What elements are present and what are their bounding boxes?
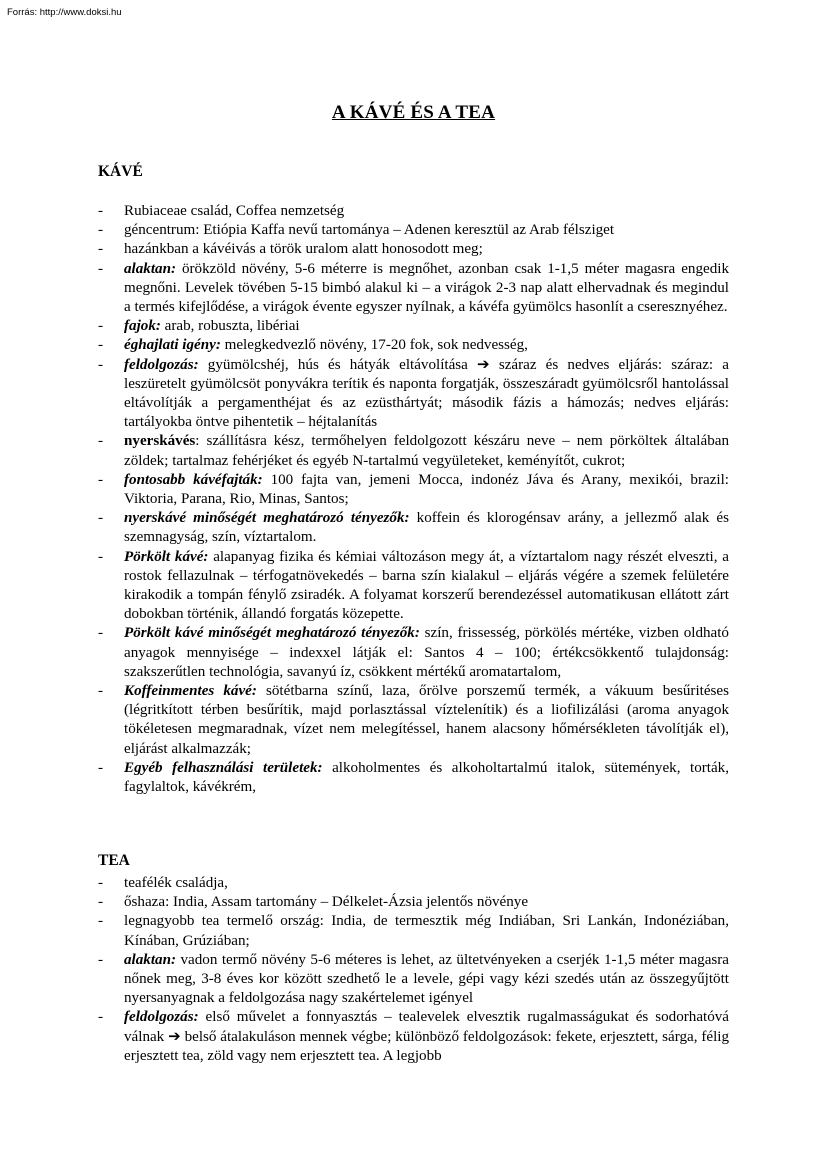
list-item <box>98 1008 729 1066</box>
item-text: : szállításra kész, termőhelyen feldolgozott készáru neve – nem pörköltek általában zöldek; tartalmaz fehérjéket és egyéb N-tartalmú vegyületeket, keményítőt, cukrot; <box>124 433 729 469</box>
list-item <box>98 874 729 893</box>
item-term: alaktan: <box>124 260 176 277</box>
item-text: örökzöld növény, 5-6 méterre is megnőhet, azonban csak 1-1,5 méter magasra engedik megnőni. Levelek tövében 5-15 bimbó alakul ki – a virágok 2-3 nap alatt elhervadnak és megindul a termés kifejlődése, a virágok évente egyszer nyílnak, a kávéfa gyümölcs hasonlít a cseresznyéhez. <box>124 260 729 316</box>
item-term: Pörkölt kávé: <box>124 548 209 565</box>
list-item <box>98 682 729 759</box>
page-title: A KÁVÉ ÉS A TEA <box>331 102 496 123</box>
tea-list <box>98 874 729 1066</box>
item-term: éghajlati igény: <box>124 337 221 354</box>
item-term: Egyéb felhasználási területek: <box>124 759 323 776</box>
item-text: arab, robuszta, libériai <box>160 318 300 335</box>
item-term: alaktan: <box>124 951 176 968</box>
list-item <box>98 624 729 682</box>
item-term: fontosabb kávéfajták: <box>124 471 263 488</box>
item-text: melegkedvezlő növény, 17-20 fok, sok nedvesség, <box>220 337 528 354</box>
item-text: teafélék családja, <box>124 875 228 891</box>
item-text: 100 fajta van, jemeni Mocca, indonéz Jáva és Arany, mexikói, brazil: Viktoria, Parana, Rio, Minas, Santos; <box>124 471 729 508</box>
list-item <box>98 317 729 336</box>
item-text: koffein és klorogénsav arány, a jellezmő alak és szemnagyság, szín, víztartalom. <box>124 510 729 546</box>
item-term: nyerskávé minőségét meghatározó tényezők: <box>124 510 410 527</box>
item-text: Rubiaceae család, Coffea nemzetség <box>124 203 345 219</box>
list-item <box>98 260 729 318</box>
item-text: első művelet a fonnyasztás – tealevelek elvesztik rugalmasságukat és sodorhatóvá válnak ➔ belső átalakuláson mennek végbe; különböző feldolgozások: fekete, erjesztett, sárga, félig erjesztett tea, zöld vagy nem erjesztett tea. A legjobb <box>124 1009 729 1064</box>
source-line: Forrás: http://www.doksi.hu <box>7 7 122 18</box>
list-item <box>98 432 729 470</box>
list-item <box>98 548 729 625</box>
item-term: feldolgozás: <box>124 356 199 373</box>
item-term: feldolgozás: <box>124 1009 199 1026</box>
list-item <box>98 356 729 433</box>
item-term: Pörkölt kávé minőségét meghatározó tényezők: <box>124 625 420 642</box>
item-text: sötétbarna színű, laza, őrölve porszemű termék, a vákuum besűritéses (légritkított térben besűrítik, majd porlasztással víztelenítik) és a liofilizálási (aroma anyagok tökéletesen megmaradnak, vízet nem melegítéssel, hanem alacsony hőmérsékleten távolítják el), eljárást alkalmazzák; <box>124 683 729 757</box>
item-text: gyümölcshéj, hús és hátyák eltávolítása ➔ száraz és nedves eljárás: száraz: a leszüretelt gyümölcsöt ponyvákra terítik és naponta forgatják, összeszáradt gyümölcsről hantolással eltávolítják a pergamenthéjat és az ezüsthártyát; második fázis a hámozás; nedves eljárás: tartályokba öntve pihentetik – héjtalanítás <box>124 356 729 431</box>
kave-list <box>98 202 729 797</box>
item-text: vadon termő növény 5-6 méteres is lehet, az ültetvényeken a cserjék 1-1,5 méter magasra nőnek meg, 3-8 éves kor között szedhető le a levele, gépi vagy kézi szedés után az összegyűjtött nyersanyagnak a feldolgozása nagy szakértelemet igényel <box>124 951 729 1007</box>
item-text: alkoholmentes és alkoholtartalmú italok, sütemények, torták, fagylaltok, kávékrém, <box>124 759 730 796</box>
item-text: legnagyobb tea termelő ország: India, de termesztik még Indiában, Sri Lankán, Indonéziában, Kínában, Grúziában; <box>124 913 729 949</box>
item-term: fajok: <box>124 318 161 335</box>
section-heading-kave: KÁVÉ <box>98 163 143 180</box>
item-term: nyerskávés <box>124 433 196 450</box>
list-item <box>98 202 729 221</box>
list-item <box>98 509 729 547</box>
list-item <box>98 221 729 240</box>
item-text: szín, frissesség, pörkölés mértéke, vizben oldható anyagok mennyisége – indexxel látják el: Santos 4 – 100; értékcsökkentő tulajdonság: szakszerűtlen technológia, savanyú íz, csökkent mértékű aromatartalom, <box>124 625 729 680</box>
list-item <box>98 336 729 355</box>
item-text: géncentrum: Etiópia Kaffa nevű tartománya – Adenen keresztül az Arab félsziget <box>124 222 615 239</box>
item-term: Koffeinmentes kávé: <box>124 683 257 700</box>
list-item <box>98 912 729 950</box>
item-text: őshaza: India, Assam tartomány – Délkelet-Ázsia jelentős növénye <box>124 894 529 911</box>
section-heading-tea: TEA <box>98 852 130 869</box>
list-item <box>98 893 729 912</box>
list-item <box>98 951 729 1009</box>
item-text: hazánkban a kávéivás a török uralom alatt honosodott meg; <box>124 241 483 258</box>
list-item <box>98 240 729 259</box>
item-text: alapanyag fizika és kémiai változáson megy át, a víztartalom nagy részét elveszti, a rostok fellazulnak – térfogatnövekedés – barna szín kialakul – eljárás végére a szemek felületére kirakodik a tompán fénylő zsiradék. A folyamat korszerű berendezéssel automatikusan ellátott zárt dobokban történik, állandó forgatás közepette. <box>124 548 729 623</box>
list-item <box>98 759 729 797</box>
list-item <box>98 471 729 509</box>
